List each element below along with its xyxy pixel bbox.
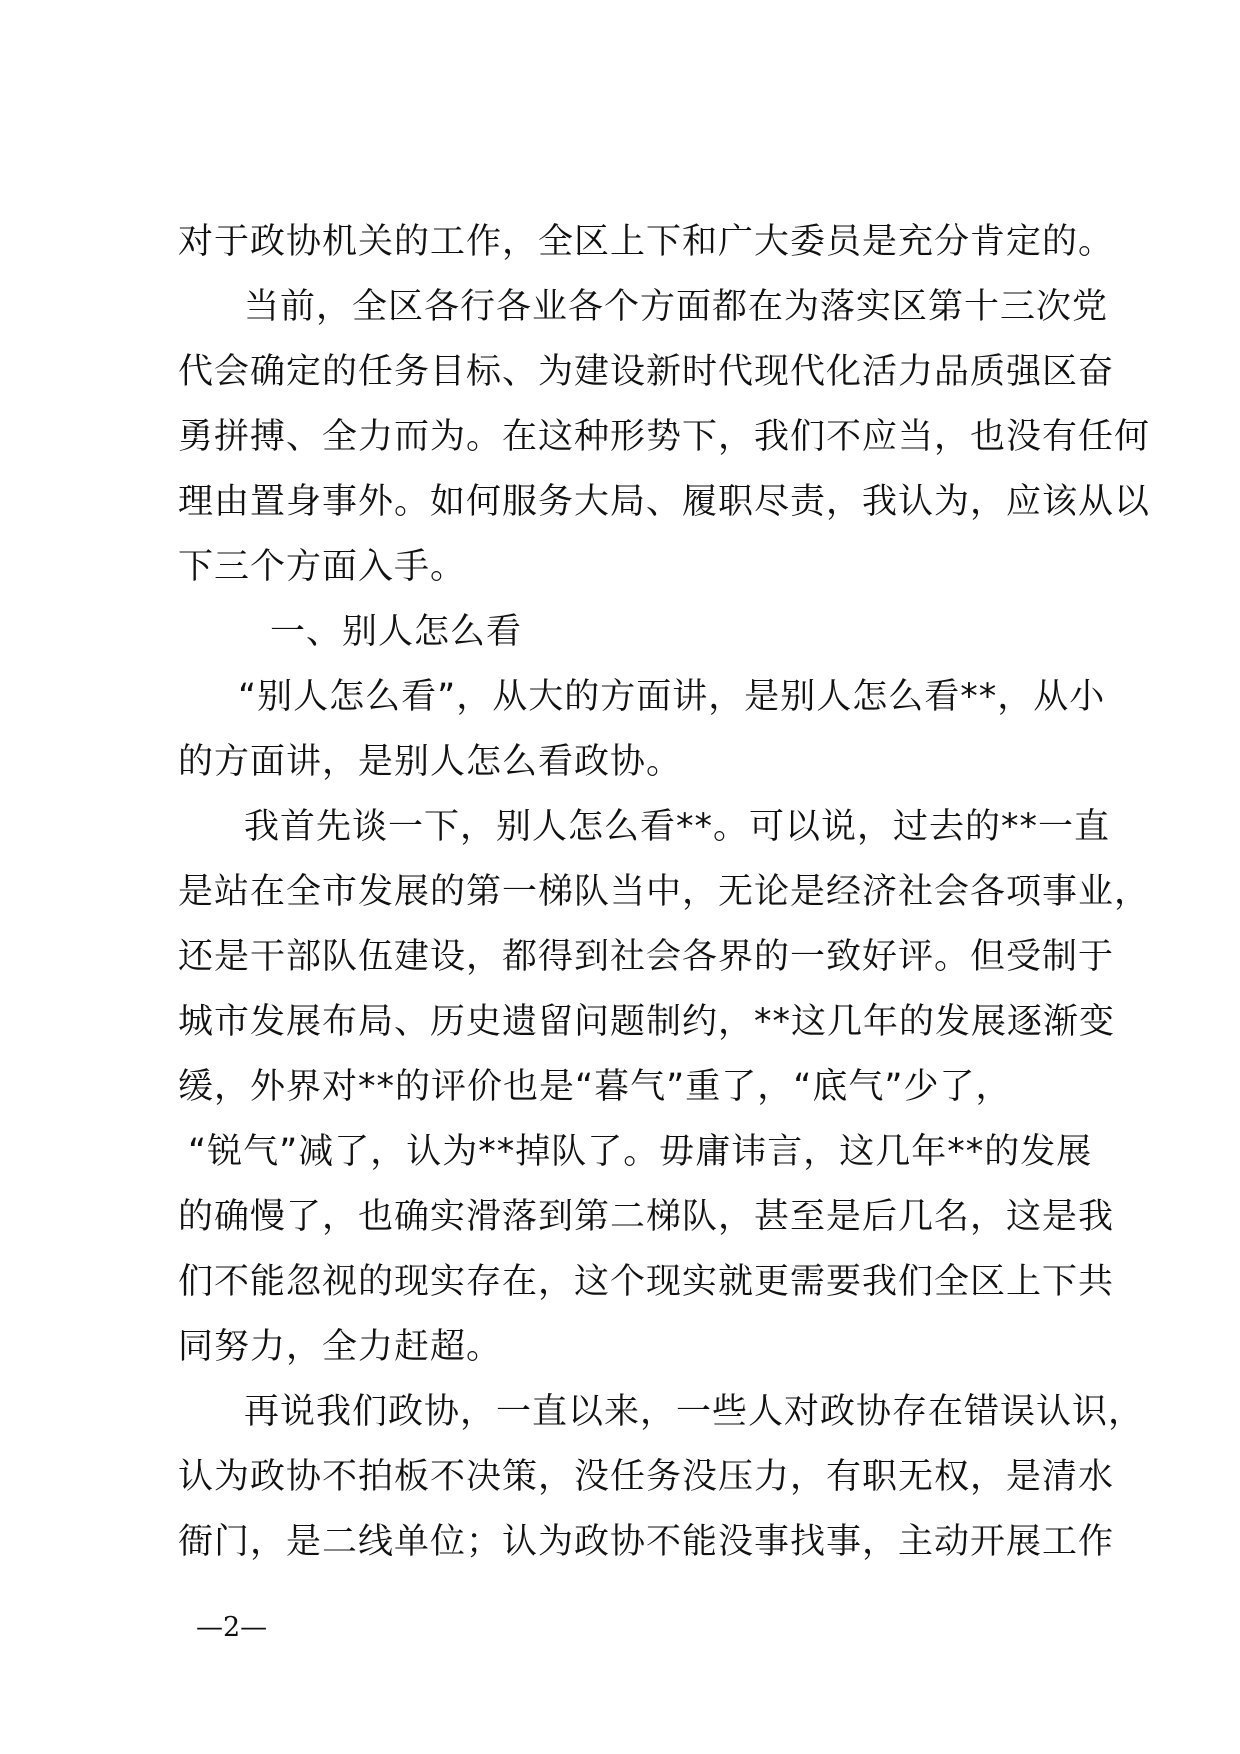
- paragraph-line: 缓，外界对**的评价也是“暮气”重了，“底气”少了，: [178, 1067, 1012, 1107]
- paragraph-line: 还是干部队伍建设，都得到社会各界的一致好评。但受制于: [178, 937, 1115, 977]
- paragraph-line: 代会确定的任务目标、为建设新时代现代化活力品质强区奋: [178, 352, 1115, 392]
- paragraph-line: 对于政协机关的工作，全区上下和广大委员是充分肯定的。: [178, 222, 1115, 262]
- paragraph-line: 勇拼搏、全力而为。在这种形势下，我们不应当，也没有任何: [178, 417, 1151, 457]
- paragraph-line: “锐气”减了，认为**掉队了。毋庸讳言，这几年**的发展: [188, 1132, 1093, 1172]
- paragraph-line: 再说我们政协，一直以来，一些人对政协存在错误认识，: [244, 1392, 1145, 1432]
- paragraph-line: 的确慢了，也确实滑落到第二梯队，甚至是后几名，这是我: [178, 1197, 1115, 1237]
- paragraph-line: 衙门，是二线单位；认为政协不能没事找事，主动开展工作: [178, 1522, 1115, 1562]
- section-heading: 一、别人怎么看: [270, 612, 523, 652]
- paragraph-line: 当前，全区各行各业各个方面都在为落实区第十三次党: [244, 287, 1109, 327]
- page-number: —2—: [196, 1612, 268, 1643]
- paragraph-line: 下三个方面入手。: [178, 547, 467, 587]
- paragraph-line: “别人怎么看”，从大的方面讲，是别人怎么看**，从小: [238, 677, 1106, 717]
- paragraph-line: 认为政协不拍板不决策，没任务没压力，有职无权，是清水: [178, 1457, 1115, 1497]
- document-body: [178, 210, 1151, 1575]
- paragraph-line: 们不能忽视的现实存在，这个现实就更需要我们全区上下共: [178, 1262, 1115, 1302]
- paragraph-line: 理由置身事外。如何服务大局、履职尽责，我认为，应该从以: [178, 482, 1151, 522]
- paragraph-line: 城市发展布局、历史遗留问题制约，**这几年的发展逐渐变: [178, 1002, 1116, 1042]
- paragraph-line: 同努力，全力赶超。: [178, 1327, 503, 1367]
- paragraph-line: 是站在全市发展的第一梯队当中，无论是经济社会各项事业，: [178, 872, 1151, 912]
- paragraph-line: 我首先谈一下，别人怎么看**。可以说，过去的**一直: [244, 807, 1111, 847]
- paragraph-line: 的方面讲，是别人怎么看政协。: [178, 742, 683, 782]
